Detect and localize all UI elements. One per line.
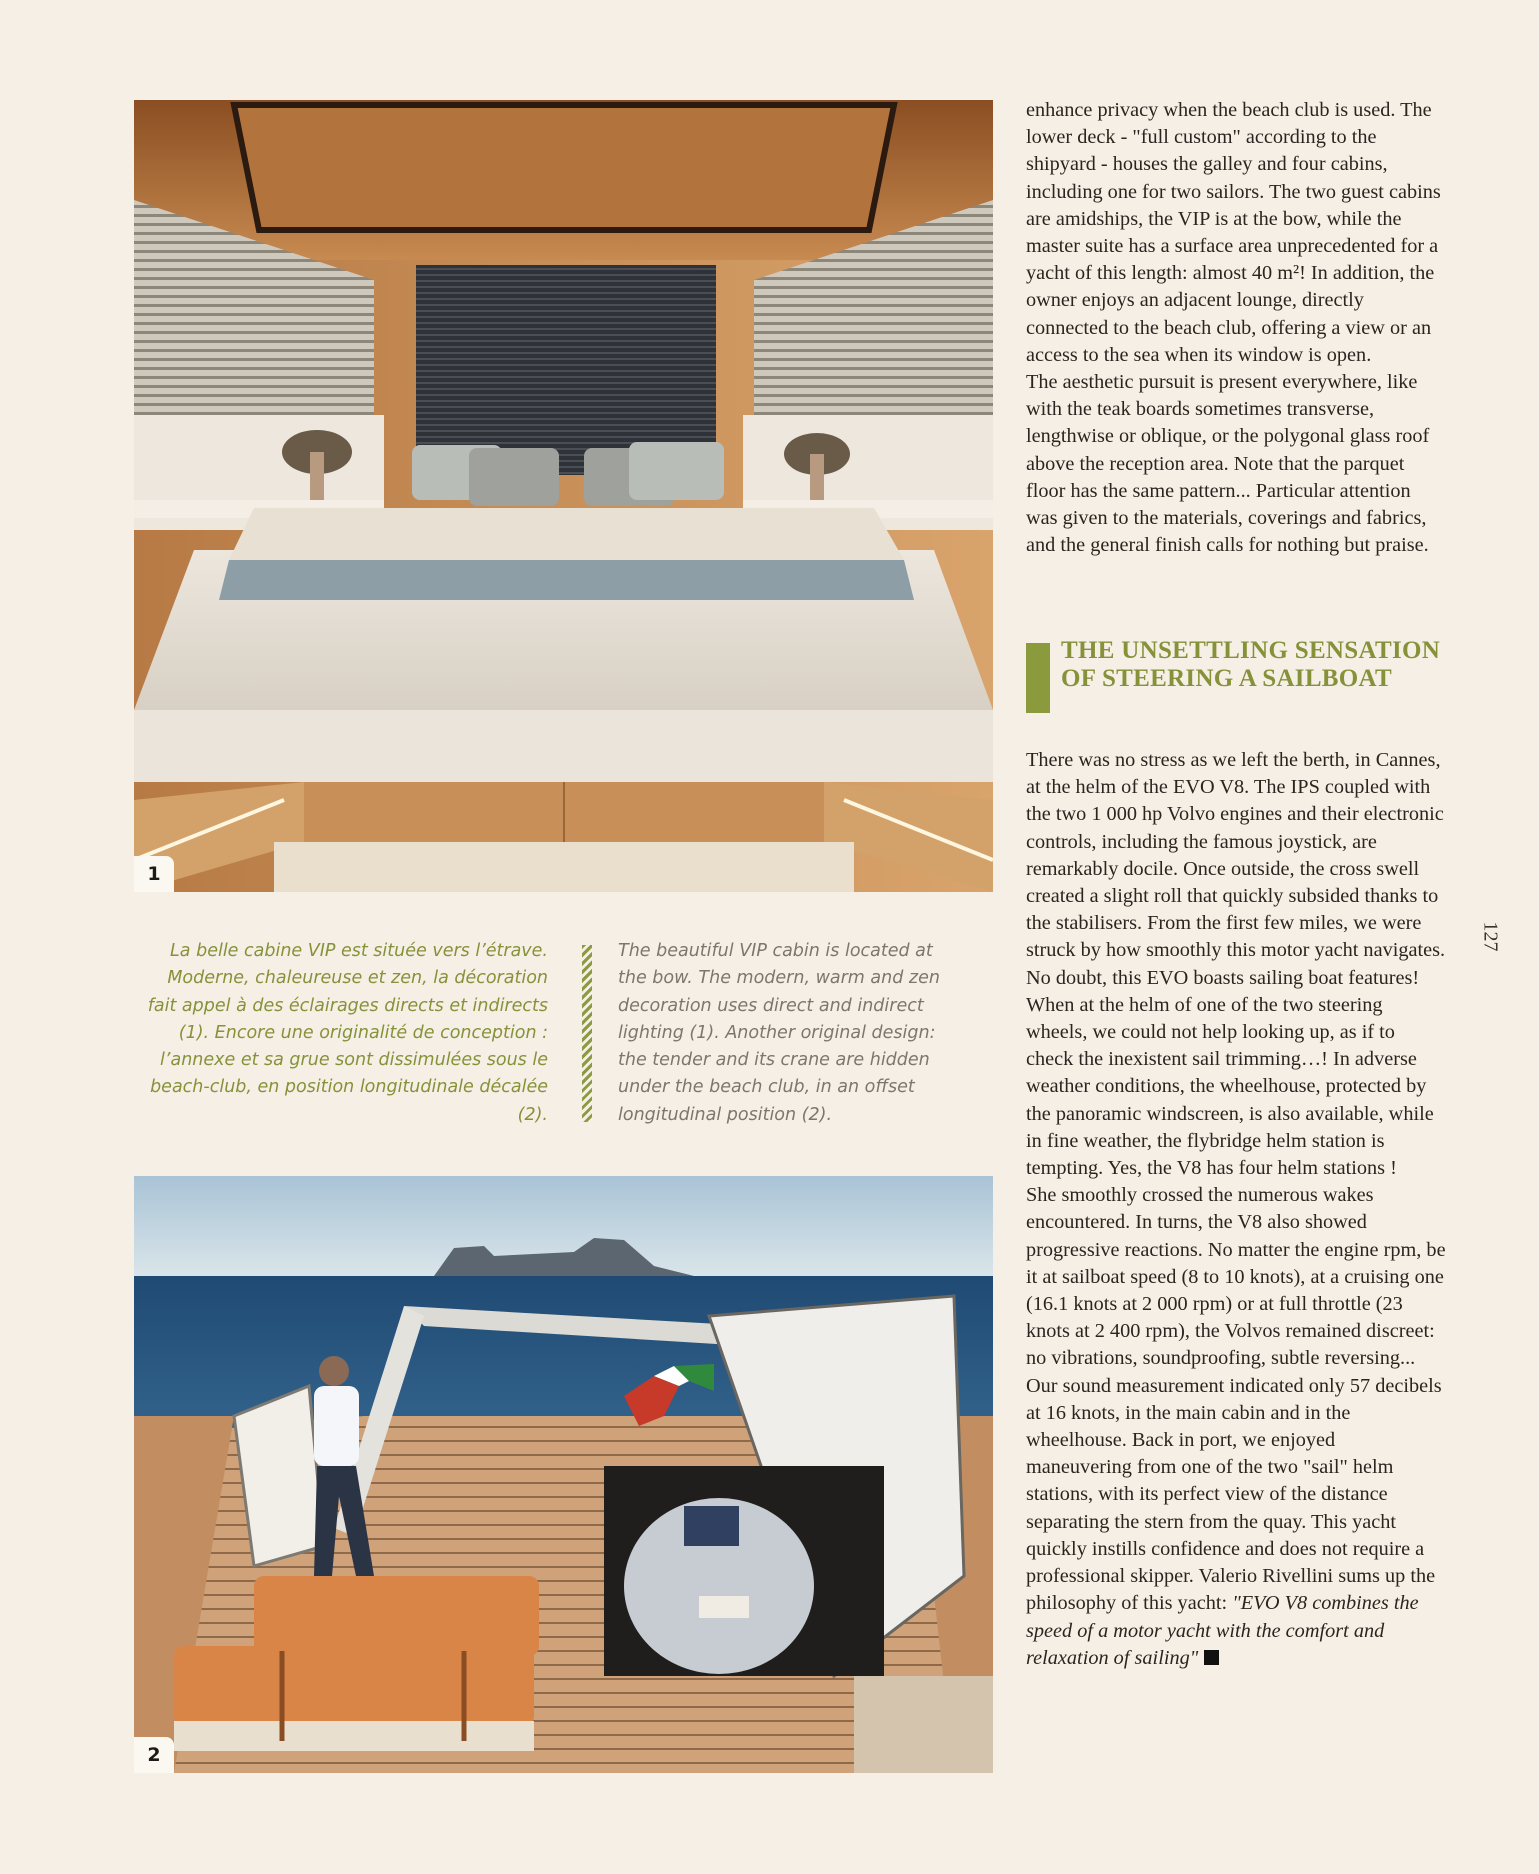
- article-paragraph: There was no stress as we left the berth, in Cannes, at the helm of the EVO V8. The IPS coupled with the two 1 000 hp Volvo engines and their electronic controls, including the famous joystick, are remarkably docile. Once outside, the cross swell created a slight roll that quickly subsided thanks to the stabilisers. From the first few miles, we were struck by how smoothly this motor yacht navigates. No doubt, this EVO boasts sailing boat features! When at the helm of one of the two steering wheels, we could not help looking up, as if to check the inexistent sail trimming…! In adverse weather conditions, the wheelhouse, protected by the panoramic windscreen, is also available, while in fine weather, the flybridge helm station is tempting. Yes, the V8 has four helm stations !: [1026, 749, 1446, 1180]
- article-column-bottom: [1026, 747, 1446, 1672]
- photo-number-1: 1: [134, 856, 174, 892]
- section-heading-bar: [1026, 643, 1050, 713]
- photo-number-2: 2: [134, 1737, 174, 1773]
- article-paragraph: The aesthetic pursuit is present everywhere, like with the teak boards sometimes transverse, lengthwise or oblique, or the polygonal glass roof above the reception area. Note that the parquet floor has the same pattern... Particular attention was given to the materials, coverings and fabrics, and the general finish calls for nothing but praise.: [1026, 371, 1430, 557]
- vip-cabin-photo: [134, 100, 993, 892]
- article-column-top: [1026, 97, 1446, 559]
- caption-french: La belle cabine VIP est située vers l’étrave. Moderne, chaleureuse et zen, la décoration fait appel à des éclairages directs et indirects (1). Encore une originalité de conception : l’annexe et sa grue sont dissimulées sous le beach-club, en position longitudinale décalée (2).: [147, 941, 548, 1125]
- closing-quote: "EVO V8 combines the speed of a motor yacht with the comfort and relaxation of sailing": [1026, 1592, 1419, 1669]
- caption-divider: [582, 945, 592, 1122]
- vip-cabin-illustration: [134, 100, 993, 892]
- article-last-text: She smoothly crossed the numerous wakes encountered. In turns, the V8 also showed progressive reactions. No matter the engine rpm, be it at sailboat speed (8 to 10 knots), at a cruising one (16.1 knots at 2 000 rpm) or at full throttle (23 knots at 2 400 rpm), the Volvos remained discreet: no vibrations, soundproofing, subtle reversing... Our sound measurement indicated only 57 decibels at 16 knots, in the main cabin and in the wheelhouse. Back in port, we enjoyed maneuvering from one of the two "sail" helm stations, with its perfect view of the distance separating the stern from the quay. This yacht quickly instills confidence and does not require a professional skipper. Valerio Rivellini sums up the philosophy of this yacht:: [1026, 1184, 1446, 1615]
- beach-club-photo: [134, 1176, 993, 1773]
- end-mark: [1204, 1650, 1219, 1665]
- page-number: 127: [1479, 921, 1502, 952]
- article-paragraph-last: [1026, 1182, 1446, 1672]
- section-title: THE UNSETTLING SENSATION OF STEERING A SAILBOAT: [1061, 637, 1441, 692]
- caption-english: The beautiful VIP cabin is located at the bow. The modern, warm and zen decoration uses direct and indirect lighting (1). Another original design: the tender and its crane are hidden under the beach club, in an offset longitudinal position (2).: [618, 941, 940, 1125]
- beach-club-illustration: [134, 1176, 993, 1773]
- article-paragraph: enhance privacy when the beach club is used. The lower deck - "full custom" according to the shipyard - houses the galley and four cabins, including one for two sailors. The two guest cabins are amidships, the VIP is at the bow, while the master suite has a surface area unprecedented for a yacht of this length: almost 40 m²! In addition, the owner enjoys an adjacent lounge, directly connected to the beach club, offering a view or an access to the sea when its window is open.: [1026, 99, 1441, 366]
- section-heading: [1026, 637, 1446, 692]
